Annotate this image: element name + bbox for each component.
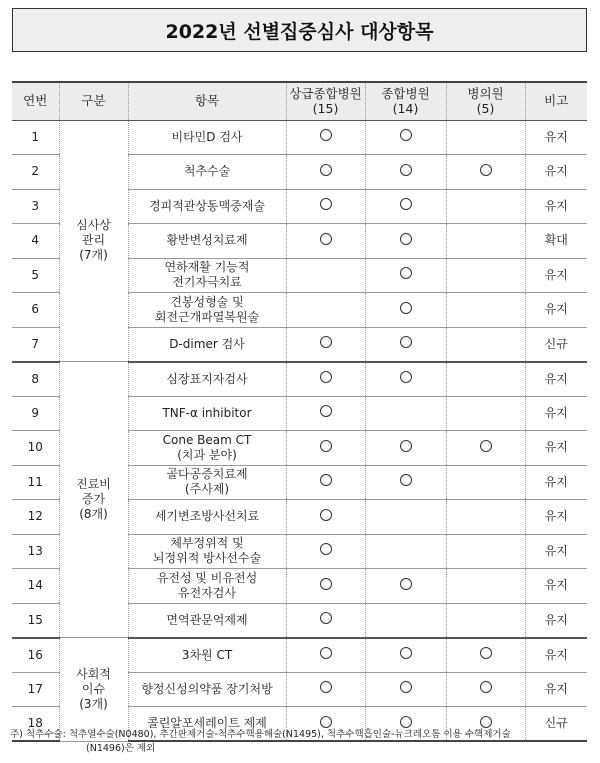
review-items-table (12, 81, 587, 742)
item-name: 견봉성형술 및 회전근개파열복원술 (128, 293, 286, 328)
circle-mark-icon (320, 336, 332, 348)
tertiary-mark-cell (286, 120, 365, 155)
circle-mark-icon (400, 164, 412, 176)
row-number: 3 (12, 189, 59, 224)
note-cell: 신규 (525, 707, 587, 742)
circle-mark-icon (480, 164, 492, 176)
circle-mark-icon (400, 440, 412, 452)
circle-mark-icon (320, 405, 332, 417)
tertiary-mark-cell (286, 396, 365, 431)
row-number: 5 (12, 258, 59, 293)
clinic-mark-cell (446, 534, 525, 569)
circle-mark-icon (400, 198, 412, 210)
circle-mark-icon (400, 681, 412, 693)
circle-mark-icon (480, 440, 492, 452)
tertiary-mark-cell (286, 500, 365, 535)
tertiary-mark-cell (286, 362, 365, 397)
row-number: 16 (12, 638, 59, 673)
note-cell: 유지 (525, 638, 587, 673)
note-cell: 유지 (525, 396, 587, 431)
general-mark-cell (365, 534, 446, 569)
tertiary-mark-cell (286, 258, 365, 293)
circle-mark-icon (320, 509, 332, 521)
row-number: 12 (12, 500, 59, 535)
tertiary-mark-cell (286, 189, 365, 224)
tertiary-mark-cell (286, 327, 365, 362)
clinic-mark-cell (446, 431, 525, 466)
clinic-mark-cell (446, 293, 525, 328)
circle-mark-icon (320, 716, 332, 728)
circle-mark-icon (480, 681, 492, 693)
row-number: 4 (12, 224, 59, 259)
row-number: 6 (12, 293, 59, 328)
item-name: 면역관문억제제 (128, 603, 286, 638)
header-item: 항목 (128, 82, 286, 120)
row-number: 1 (12, 120, 59, 155)
note-cell: 유지 (525, 293, 587, 328)
item-name: 경피적관상동맥중재술 (128, 189, 286, 224)
general-mark-cell (365, 155, 446, 190)
item-name: 체부정위적 및 뇌정위적 방사선수술 (128, 534, 286, 569)
circle-mark-icon (480, 716, 492, 728)
tertiary-mark-cell (286, 603, 365, 638)
general-mark-cell (365, 603, 446, 638)
row-number: 13 (12, 534, 59, 569)
item-name: 콜린알포세레이트 제제 (128, 707, 286, 742)
circle-mark-icon (320, 440, 332, 452)
row-number: 10 (12, 431, 59, 466)
general-mark-cell (365, 189, 446, 224)
tertiary-mark-cell (286, 155, 365, 190)
row-number: 17 (12, 672, 59, 707)
row-number: 18 (12, 707, 59, 742)
general-mark-cell (365, 465, 446, 500)
general-mark-cell (365, 500, 446, 535)
header-no: 연번 (12, 82, 59, 120)
clinic-mark-cell (446, 603, 525, 638)
circle-mark-icon (320, 681, 332, 693)
note-cell: 유지 (525, 465, 587, 500)
tertiary-mark-cell (286, 431, 365, 466)
clinic-mark-cell (446, 638, 525, 673)
circle-mark-icon (320, 543, 332, 555)
header-clinic: 병의원 (5) (446, 82, 525, 120)
general-mark-cell (365, 362, 446, 397)
page-title: 2022년 선별집중심사 대상항목 (12, 8, 587, 52)
circle-mark-icon (400, 129, 412, 141)
circle-mark-icon (400, 267, 412, 279)
footnote (10, 728, 590, 756)
tertiary-mark-cell (286, 293, 365, 328)
clinic-mark-cell (446, 362, 525, 397)
circle-mark-icon (400, 647, 412, 659)
circle-mark-icon (400, 716, 412, 728)
footnote-line-1: 주) 척추수술: 척추열수술(N0480), 추간판제거술-척추수핵용해술(N1495), 척추수핵흡인술-뉴크레오톰 이용 수핵제거술 (10, 729, 511, 740)
row-number: 8 (12, 362, 59, 397)
item-name: 3차원 CT (128, 638, 286, 673)
clinic-mark-cell (446, 189, 525, 224)
general-mark-cell (365, 638, 446, 673)
tertiary-mark-cell (286, 465, 365, 500)
note-cell: 유지 (525, 362, 587, 397)
circle-mark-icon (320, 233, 332, 245)
footnote-line-2: (N1496)은 제외 (86, 743, 156, 754)
note-cell: 유지 (525, 569, 587, 604)
item-name: 향정신성의약품 장기처방 (128, 672, 286, 707)
circle-mark-icon (320, 578, 332, 590)
table-row (12, 362, 587, 397)
table-header-row (12, 82, 587, 120)
general-mark-cell (365, 569, 446, 604)
circle-mark-icon (320, 164, 332, 176)
general-mark-cell (365, 258, 446, 293)
row-number: 15 (12, 603, 59, 638)
item-name: 척추수술 (128, 155, 286, 190)
tertiary-mark-cell (286, 534, 365, 569)
header-tertiary-hospital: 상급종합병원 (15) (286, 82, 365, 120)
general-mark-cell (365, 431, 446, 466)
clinic-mark-cell (446, 258, 525, 293)
row-number: 2 (12, 155, 59, 190)
circle-mark-icon (400, 578, 412, 590)
general-mark-cell (365, 293, 446, 328)
clinic-mark-cell (446, 500, 525, 535)
circle-mark-icon (480, 647, 492, 659)
tertiary-mark-cell (286, 569, 365, 604)
circle-mark-icon (320, 371, 332, 383)
general-mark-cell (365, 672, 446, 707)
tertiary-mark-cell (286, 672, 365, 707)
circle-mark-icon (320, 647, 332, 659)
circle-mark-icon (400, 474, 412, 486)
item-name: 골다공증치료제 (주사제) (128, 465, 286, 500)
tertiary-mark-cell (286, 224, 365, 259)
general-mark-cell (365, 396, 446, 431)
header-group: 구분 (59, 82, 128, 120)
circle-mark-icon (400, 233, 412, 245)
note-cell: 유지 (525, 500, 587, 535)
item-name: 비타민D 검사 (128, 120, 286, 155)
clinic-mark-cell (446, 569, 525, 604)
general-mark-cell (365, 120, 446, 155)
item-name: 심장표지자검사 (128, 362, 286, 397)
item-name: 황반변성치료제 (128, 224, 286, 259)
row-number: 7 (12, 327, 59, 362)
clinic-mark-cell (446, 120, 525, 155)
clinic-mark-cell (446, 327, 525, 362)
note-cell: 유지 (525, 534, 587, 569)
item-name: 유전성 및 비유전성 유전자검사 (128, 569, 286, 604)
table-row (12, 638, 587, 673)
note-cell: 유지 (525, 120, 587, 155)
table-row (12, 120, 587, 155)
item-name: TNF-α inhibitor (128, 396, 286, 431)
tertiary-mark-cell (286, 638, 365, 673)
clinic-mark-cell (446, 224, 525, 259)
row-number: 14 (12, 569, 59, 604)
note-cell: 유지 (525, 431, 587, 466)
circle-mark-icon (400, 371, 412, 383)
circle-mark-icon (320, 474, 332, 486)
header-general-hospital: 종합병원 (14) (365, 82, 446, 120)
item-name: 세기변조방사선치료 (128, 500, 286, 535)
note-cell: 유지 (525, 603, 587, 638)
note-cell: 확대 (525, 224, 587, 259)
group-label: 진료비 증가 (8개) (59, 362, 128, 638)
general-mark-cell (365, 327, 446, 362)
item-name: Cone Beam CT (치과 분야) (128, 431, 286, 466)
circle-mark-icon (400, 336, 412, 348)
row-number: 11 (12, 465, 59, 500)
group-label: 심사상 관리 (7개) (59, 120, 128, 362)
note-cell: 유지 (525, 258, 587, 293)
circle-mark-icon (320, 129, 332, 141)
clinic-mark-cell (446, 396, 525, 431)
general-mark-cell (365, 224, 446, 259)
note-cell: 유지 (525, 672, 587, 707)
circle-mark-icon (320, 198, 332, 210)
clinic-mark-cell (446, 465, 525, 500)
circle-mark-icon (400, 302, 412, 314)
note-cell: 유지 (525, 155, 587, 190)
clinic-mark-cell (446, 155, 525, 190)
clinic-mark-cell (446, 672, 525, 707)
row-number: 9 (12, 396, 59, 431)
group-label: 사회적 이슈 (3개) (59, 638, 128, 742)
circle-mark-icon (320, 612, 332, 624)
item-name: D-dimer 검사 (128, 327, 286, 362)
header-note: 비고 (525, 82, 587, 120)
note-cell: 신규 (525, 327, 587, 362)
note-cell: 유지 (525, 189, 587, 224)
item-name: 연하재활 기능적 전기자극치료 (128, 258, 286, 293)
